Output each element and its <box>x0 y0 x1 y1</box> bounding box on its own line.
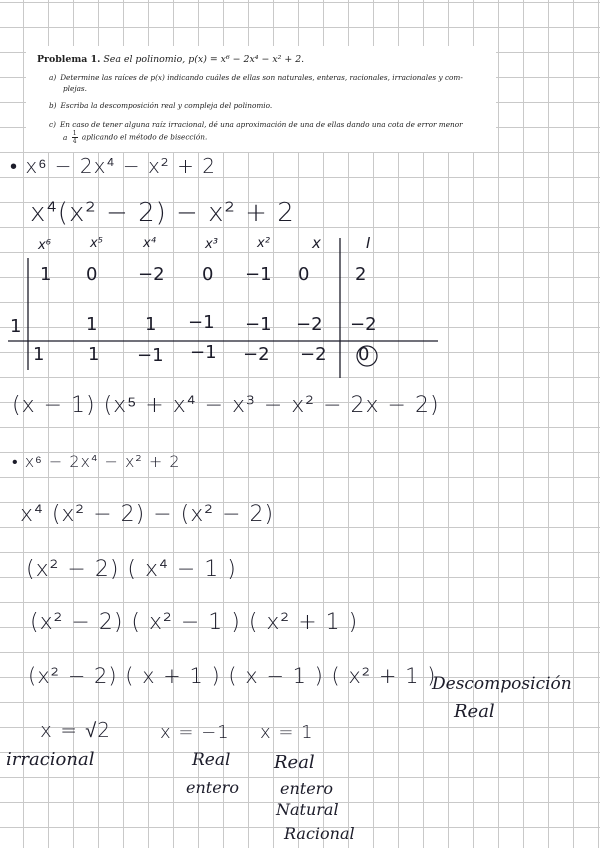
note-racional: Racional <box>284 824 355 843</box>
ruffini-cell: −1 <box>137 345 164 366</box>
ruffini-cell: −2 <box>300 344 327 365</box>
ruffini-header: x⁶ <box>38 238 51 253</box>
ruffini-cell: 0 <box>298 264 310 285</box>
ruffini-cell: 1 <box>40 264 52 285</box>
ruffini-header: x³ <box>205 237 218 252</box>
work-line-1: • x⁶ − 2x⁴ − x² + 2 <box>10 154 217 178</box>
ruffini-cell: −2 <box>350 314 377 335</box>
ruffini-cell: 1 <box>88 344 100 365</box>
ruffini-header: x² <box>257 236 270 251</box>
ruffini-cell: −1 <box>188 312 215 333</box>
ruffini-cell: −1 <box>245 264 272 285</box>
item-a: a) Determine las raíces de p(x) indicando cuáles de ellas son naturales, enteras, racionales, irracionales y com- plejas. <box>49 73 463 93</box>
ruffini-header: x⁵ <box>90 236 103 251</box>
root-minus1: x = −1 <box>160 722 230 743</box>
note-natural: Natural <box>276 800 339 819</box>
fraction-one-quarter: $\frac{1}{4}$ <box>72 130 77 145</box>
work-line-4: • x⁶ − 2x⁴ − x² + 2 <box>12 452 181 471</box>
ruffini-cell: 2 <box>355 264 367 285</box>
ruffini-header: x <box>312 234 321 252</box>
work-line-2: x⁴(x² − 2) − x² + 2 <box>30 198 295 228</box>
root-sqrt2: x = √2 <box>40 718 112 742</box>
ruffini-header: x⁴ <box>143 236 156 251</box>
ruffini-header: I <box>366 234 371 252</box>
note-entero: entero <box>280 779 333 798</box>
work-line-7: (x² − 2) ( x² − 1 ) ( x² + 1 ) <box>30 610 359 635</box>
note-entero: entero <box>186 778 239 797</box>
note-real: Real <box>192 750 231 770</box>
ruffini-root: 1 <box>10 316 22 337</box>
problem-number: Problema 1. <box>37 54 101 65</box>
root-1: x = 1 <box>260 722 314 743</box>
ruffini-cell: −2 <box>243 344 270 365</box>
work-line-6: (x² − 2) ( x⁴ − 1 ) <box>26 557 237 582</box>
note-irracional: irracional <box>6 749 95 770</box>
real-label: Real <box>454 701 495 722</box>
ruffini-cell: 1 <box>145 314 157 335</box>
ruffini-cell: 1 <box>33 344 45 365</box>
problem-polynomial: Sea el polinomio, p(x) = x⁶ − 2x⁴ − x² + 2. <box>103 54 305 65</box>
ruffini-cell: 0 <box>358 344 370 365</box>
ruffini-cell: −1 <box>190 342 217 363</box>
note-real: Real <box>274 752 315 773</box>
work-line-3: (x − 1) (x⁵ + x⁴ − x³ − x² − 2x − 2) <box>12 393 440 418</box>
ruffini-cell: −2 <box>296 314 323 335</box>
ruffini-cell: 0 <box>202 264 214 285</box>
work-line-8: (x² − 2) ( x + 1 ) ( x − 1 ) ( x² + 1 ) <box>28 664 437 688</box>
ruffini-cell: 1 <box>86 314 98 335</box>
ruffini-cell: −1 <box>245 314 272 335</box>
item-c: c) En caso de tener alguna raíz irracional, dé una aproximación de una de ellas dando una cota de error menor a $\frac{1}{4}$ aplicando el método de bisección. <box>49 120 463 145</box>
ruffini-cell: 0 <box>86 264 98 285</box>
ruffini-cell: −2 <box>138 264 165 285</box>
item-b: b) Escriba la descomposición real y compleja del polinomio. <box>49 101 273 110</box>
work-line-5: x⁴ (x² − 2) − (x² − 2) <box>20 502 275 527</box>
descomposicion-label: Descomposición <box>432 674 572 694</box>
